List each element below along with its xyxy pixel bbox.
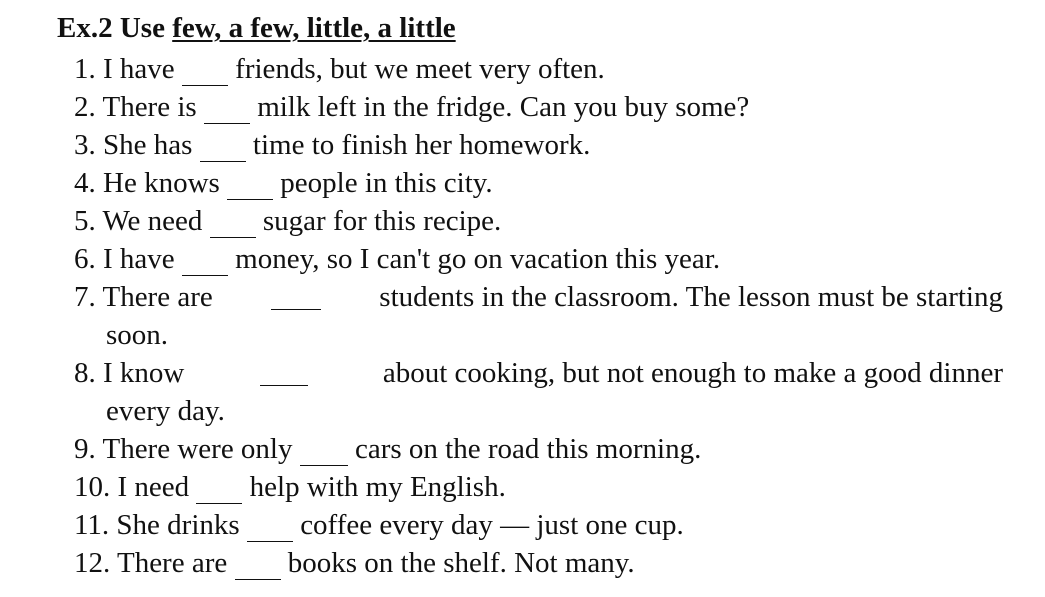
item-6-text-before: 6. I have (74, 243, 175, 275)
exercise-item-6 (74, 241, 720, 277)
item-3-blank (200, 131, 246, 162)
exercise-item-8 (74, 355, 1003, 391)
exercise-item-10 (74, 469, 506, 505)
item-1-blank (182, 55, 228, 86)
item-3-text-after: time to finish her homework. (252, 129, 591, 161)
item-4-text-before: 4. He knows (74, 167, 220, 199)
item-7-continuation: soon. (106, 319, 169, 351)
item-4-blank (227, 169, 273, 200)
item-5-blank (210, 207, 256, 238)
item-8-continuation: every day. (106, 395, 225, 427)
exercise-item-12 (74, 545, 635, 581)
item-2-blank (204, 93, 250, 124)
exercise-item-9 (74, 431, 701, 467)
exercise-item-3 (74, 127, 590, 163)
item-8-text-after: about cooking, but not enough to make a good dinner (382, 357, 1003, 389)
item-8-blank (260, 355, 308, 386)
item-10-text-after: help with my English. (249, 471, 506, 503)
item-12-text-after: books on the shelf. Not many. (287, 547, 635, 579)
item-9-text-after: cars on the road this morning. (355, 433, 702, 465)
item-12-text-before: 12. There are (74, 547, 228, 579)
item-10-blank (196, 473, 242, 504)
exercise-item-1 (74, 51, 605, 87)
item-7-text-before: 7. There are (74, 281, 213, 313)
item-2-text-before: 2. There is (74, 91, 197, 123)
item-11-text-before: 11. She drinks (74, 509, 240, 541)
exercise-item-2 (74, 89, 749, 125)
item-12-blank (235, 549, 281, 580)
item-11-blank (247, 511, 293, 542)
item-4-text-after: people in this city. (280, 167, 493, 199)
item-8-text-before: 8. I know (74, 357, 185, 389)
exercise-item-4 (74, 165, 493, 201)
exercise-heading (57, 10, 456, 46)
item-6-text-after: money, so I can't go on vacation this year. (235, 243, 721, 275)
item-6-blank (182, 245, 228, 276)
item-11-text-after: coffee every day — just one cup. (300, 509, 684, 541)
item-5-text-after: sugar for this recipe. (262, 205, 502, 237)
item-7-text-after: students in the classroom. The lesson must be starting (379, 281, 1003, 313)
heading-prefix: Ex.2 Use (57, 12, 173, 44)
item-10-text-before: 10. I need (74, 471, 190, 503)
item-9-text-before: 9. There were only (74, 433, 293, 465)
item-5-text-before: 5. We need (74, 205, 203, 237)
item-7-blank (271, 279, 321, 310)
exercise-item-5 (74, 203, 501, 239)
heading-word-list: few, a few, little, a little (172, 12, 456, 44)
item-9-blank (300, 435, 348, 466)
item-1-text-after: friends, but we meet very often. (235, 53, 605, 85)
item-2-text-after: milk left in the fridge. Can you buy some? (257, 91, 750, 123)
item-1-text-before: 1. I have (74, 53, 175, 85)
exercise-item-7 (74, 279, 1003, 315)
item-3-text-before: 3. She has (74, 129, 193, 161)
exercise-item-11 (74, 507, 684, 543)
